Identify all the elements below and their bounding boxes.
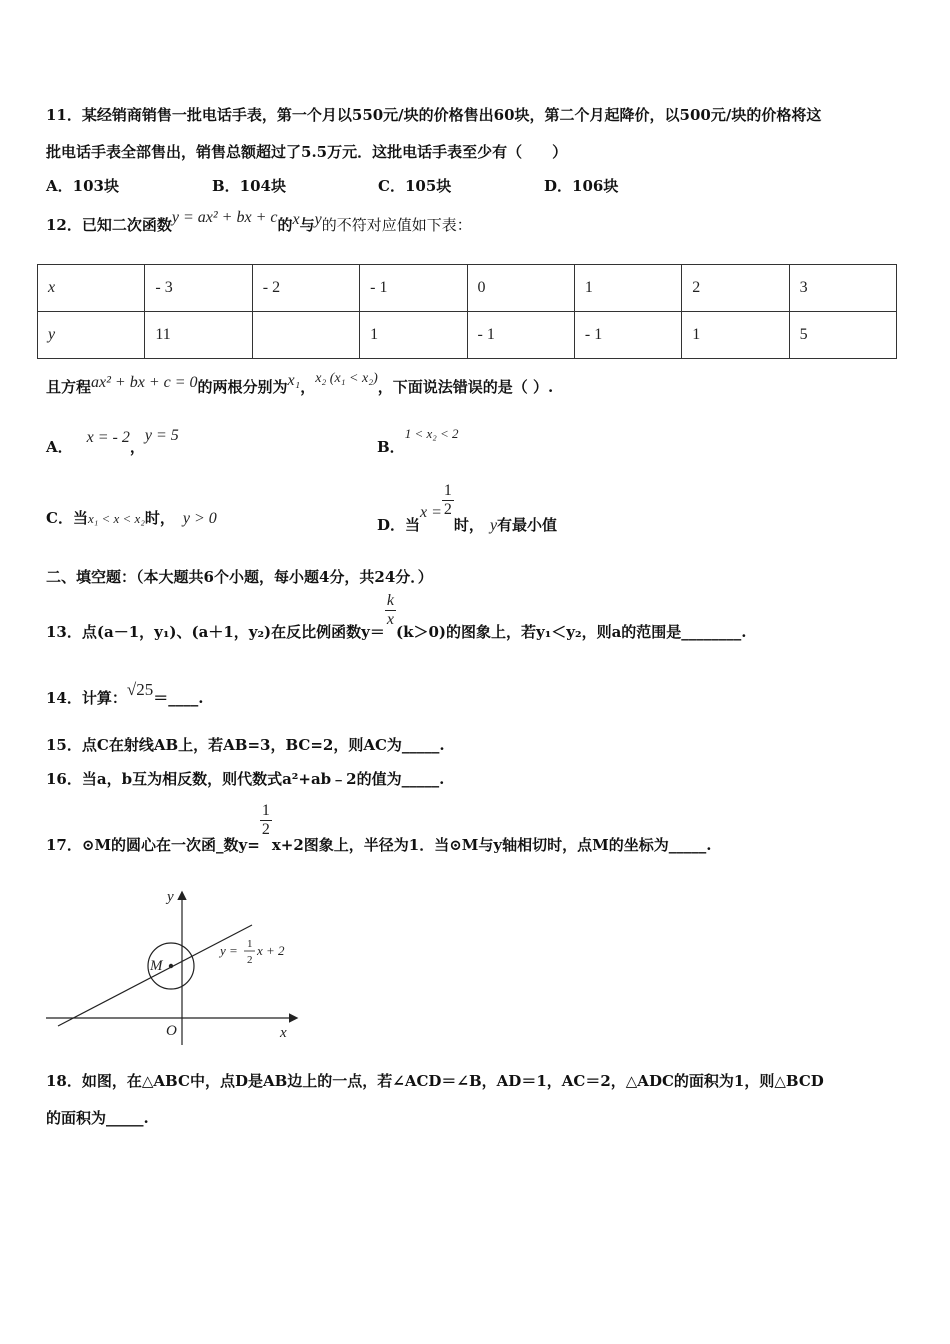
table-cell: - 2	[252, 265, 359, 312]
x-axis-label: x	[280, 1025, 287, 1041]
q12-equation: ax² + bx + c = 0	[91, 374, 198, 391]
q12-x-var: x	[292, 211, 300, 228]
option-text: 有最小值	[497, 515, 558, 534]
q14-radical: √25	[126, 680, 154, 699]
table-cell: - 3	[145, 265, 252, 312]
option-math: 1 < x₂ < 2	[404, 426, 459, 441]
option-comma: ，	[129, 438, 145, 456]
option-label: A．	[46, 438, 73, 456]
fraction-numerator: 1	[443, 482, 452, 499]
table-cell: 0	[467, 265, 574, 312]
q12-option-a	[46, 427, 179, 457]
table-cell	[38, 265, 145, 312]
q11-option-b: B．104块	[212, 177, 286, 195]
q12-stem	[46, 209, 472, 235]
q17-figure	[44, 885, 304, 1050]
table-row-x	[38, 265, 897, 312]
option-math: x =	[420, 503, 442, 521]
table-cell: 5	[789, 312, 896, 359]
q13-suffix: (k＞0)的图象上，若y₁＜y₂，则a的范围是________.	[395, 622, 747, 641]
q12-value-table	[37, 264, 897, 359]
table-cell: - 1	[360, 265, 467, 312]
table-cell: - 1	[467, 312, 574, 359]
q12-option-d	[377, 482, 558, 534]
option-fraction	[442, 482, 454, 519]
equation-den: 2	[247, 954, 253, 966]
table-cell: - 1	[574, 312, 681, 359]
q15: 15．点C在射线AB上，若AB=3，BC=2，则AC为_____.	[46, 736, 445, 754]
q18-line1: 18．如图，在△ABC中，点D是AB边上的一点，若∠ACD＝∠B，AD＝1，AC＝2，△ADC的面积为1，则△BCD	[46, 1072, 824, 1090]
option-label: D．当	[377, 515, 421, 534]
table-cell: 1	[574, 265, 681, 312]
q13	[46, 592, 747, 641]
origin-label: O	[166, 1023, 177, 1039]
q11-option-c: C．105块	[378, 177, 452, 195]
q11-option-d: D．106块	[544, 177, 619, 195]
function-line	[58, 925, 252, 1026]
option-math: x₁ < x < x₂	[87, 511, 145, 526]
q17-fraction	[260, 802, 272, 839]
q12-prefix: 12．已知二次函数	[46, 216, 172, 234]
fraction-numerator: 1	[261, 802, 270, 819]
equation-num: 1	[247, 938, 253, 950]
option-label: B．	[377, 438, 405, 456]
q17-suffix: x+2图象上，半径为1．当⊙M与y轴相切时，点M的坐标为_____.	[271, 835, 712, 854]
q12-suffix: 的不符对应值如下表：	[321, 216, 472, 234]
section-heading: 二、填空题：（本大题共6个小题，每小题4分，共24分．）	[46, 568, 433, 586]
q13-prefix: 13．点(a－1，y₁)、(a＋1，y₂)在反比例函数y＝	[46, 622, 385, 641]
q12-option-b	[377, 426, 459, 457]
center-label: M	[150, 958, 163, 974]
table-cell: 11	[145, 312, 252, 359]
q12-comma: ，	[300, 378, 316, 396]
q11-line2: 批电话手表全部售出，销售总额超过了5.5万元．这批电话手表至少有（ ）	[46, 143, 568, 161]
option-label: C．当	[46, 509, 88, 527]
q17-prefix: 17．⊙M的圆心在一次函_数y=	[46, 835, 260, 854]
option-math: y > 0	[182, 510, 217, 527]
q13-fraction	[385, 592, 396, 629]
q12-mid1: 的	[277, 216, 293, 234]
q12-y-var: y	[314, 211, 322, 228]
q12-root-x1: x₁	[287, 372, 301, 389]
fraction-denominator: 2	[443, 501, 452, 518]
option-math: x = - 2	[86, 429, 130, 446]
q12-condition	[46, 371, 554, 397]
table-cell-label: y	[48, 326, 56, 343]
table-row-y	[38, 312, 897, 359]
equation-lhs: y =	[220, 943, 238, 958]
q12-cond-mid: 的两根分别为	[197, 378, 288, 396]
table-cell	[38, 312, 145, 359]
table-cell: 3	[789, 265, 896, 312]
y-axis-label: y	[167, 889, 174, 905]
q12-cond-prefix: 且方程	[46, 378, 92, 396]
q14-prefix: 14．计算：	[46, 689, 127, 707]
table-cell-label: x	[48, 279, 56, 296]
option-text: 时，	[453, 515, 484, 534]
table-cell	[252, 312, 359, 359]
q12-option-c	[46, 507, 217, 528]
q18-line2: 的面积为_____.	[46, 1109, 149, 1127]
fraction-denominator: 2	[261, 821, 270, 838]
option-text: 时，	[144, 509, 175, 527]
equation-rhs: x + 2	[257, 943, 285, 958]
option-math: y	[489, 516, 498, 534]
q12-function: y = ax² + bx + c	[171, 209, 278, 226]
option-math: y = 5	[144, 427, 179, 444]
center-point	[169, 964, 173, 968]
q14	[46, 680, 204, 708]
table-cell: 1	[360, 312, 467, 359]
fraction-denominator: x	[386, 611, 394, 628]
q12-cond-suffix: ，下面说法错误的是（ ）.	[377, 378, 554, 396]
q11-line1: 11．某经销商销售一批电话手表，第一个月以550元/块的价格售出60块，第二个月起降价，以500元/块的价格将这	[46, 106, 822, 124]
q17	[46, 802, 712, 854]
q16: 16．当a，b互为相反数，则代数式a²+ab﹣2的值为_____.	[46, 770, 445, 788]
q12-mid2: 与	[299, 216, 315, 234]
q11-option-a: A．103块	[46, 177, 119, 195]
fraction-numerator: k	[386, 592, 394, 609]
q12-root-x2: x₂ (x₁ < x₂)	[315, 371, 378, 386]
table-cell: 2	[682, 265, 789, 312]
table-cell: 1	[682, 312, 789, 359]
q14-suffix: ＝____.	[153, 689, 204, 707]
